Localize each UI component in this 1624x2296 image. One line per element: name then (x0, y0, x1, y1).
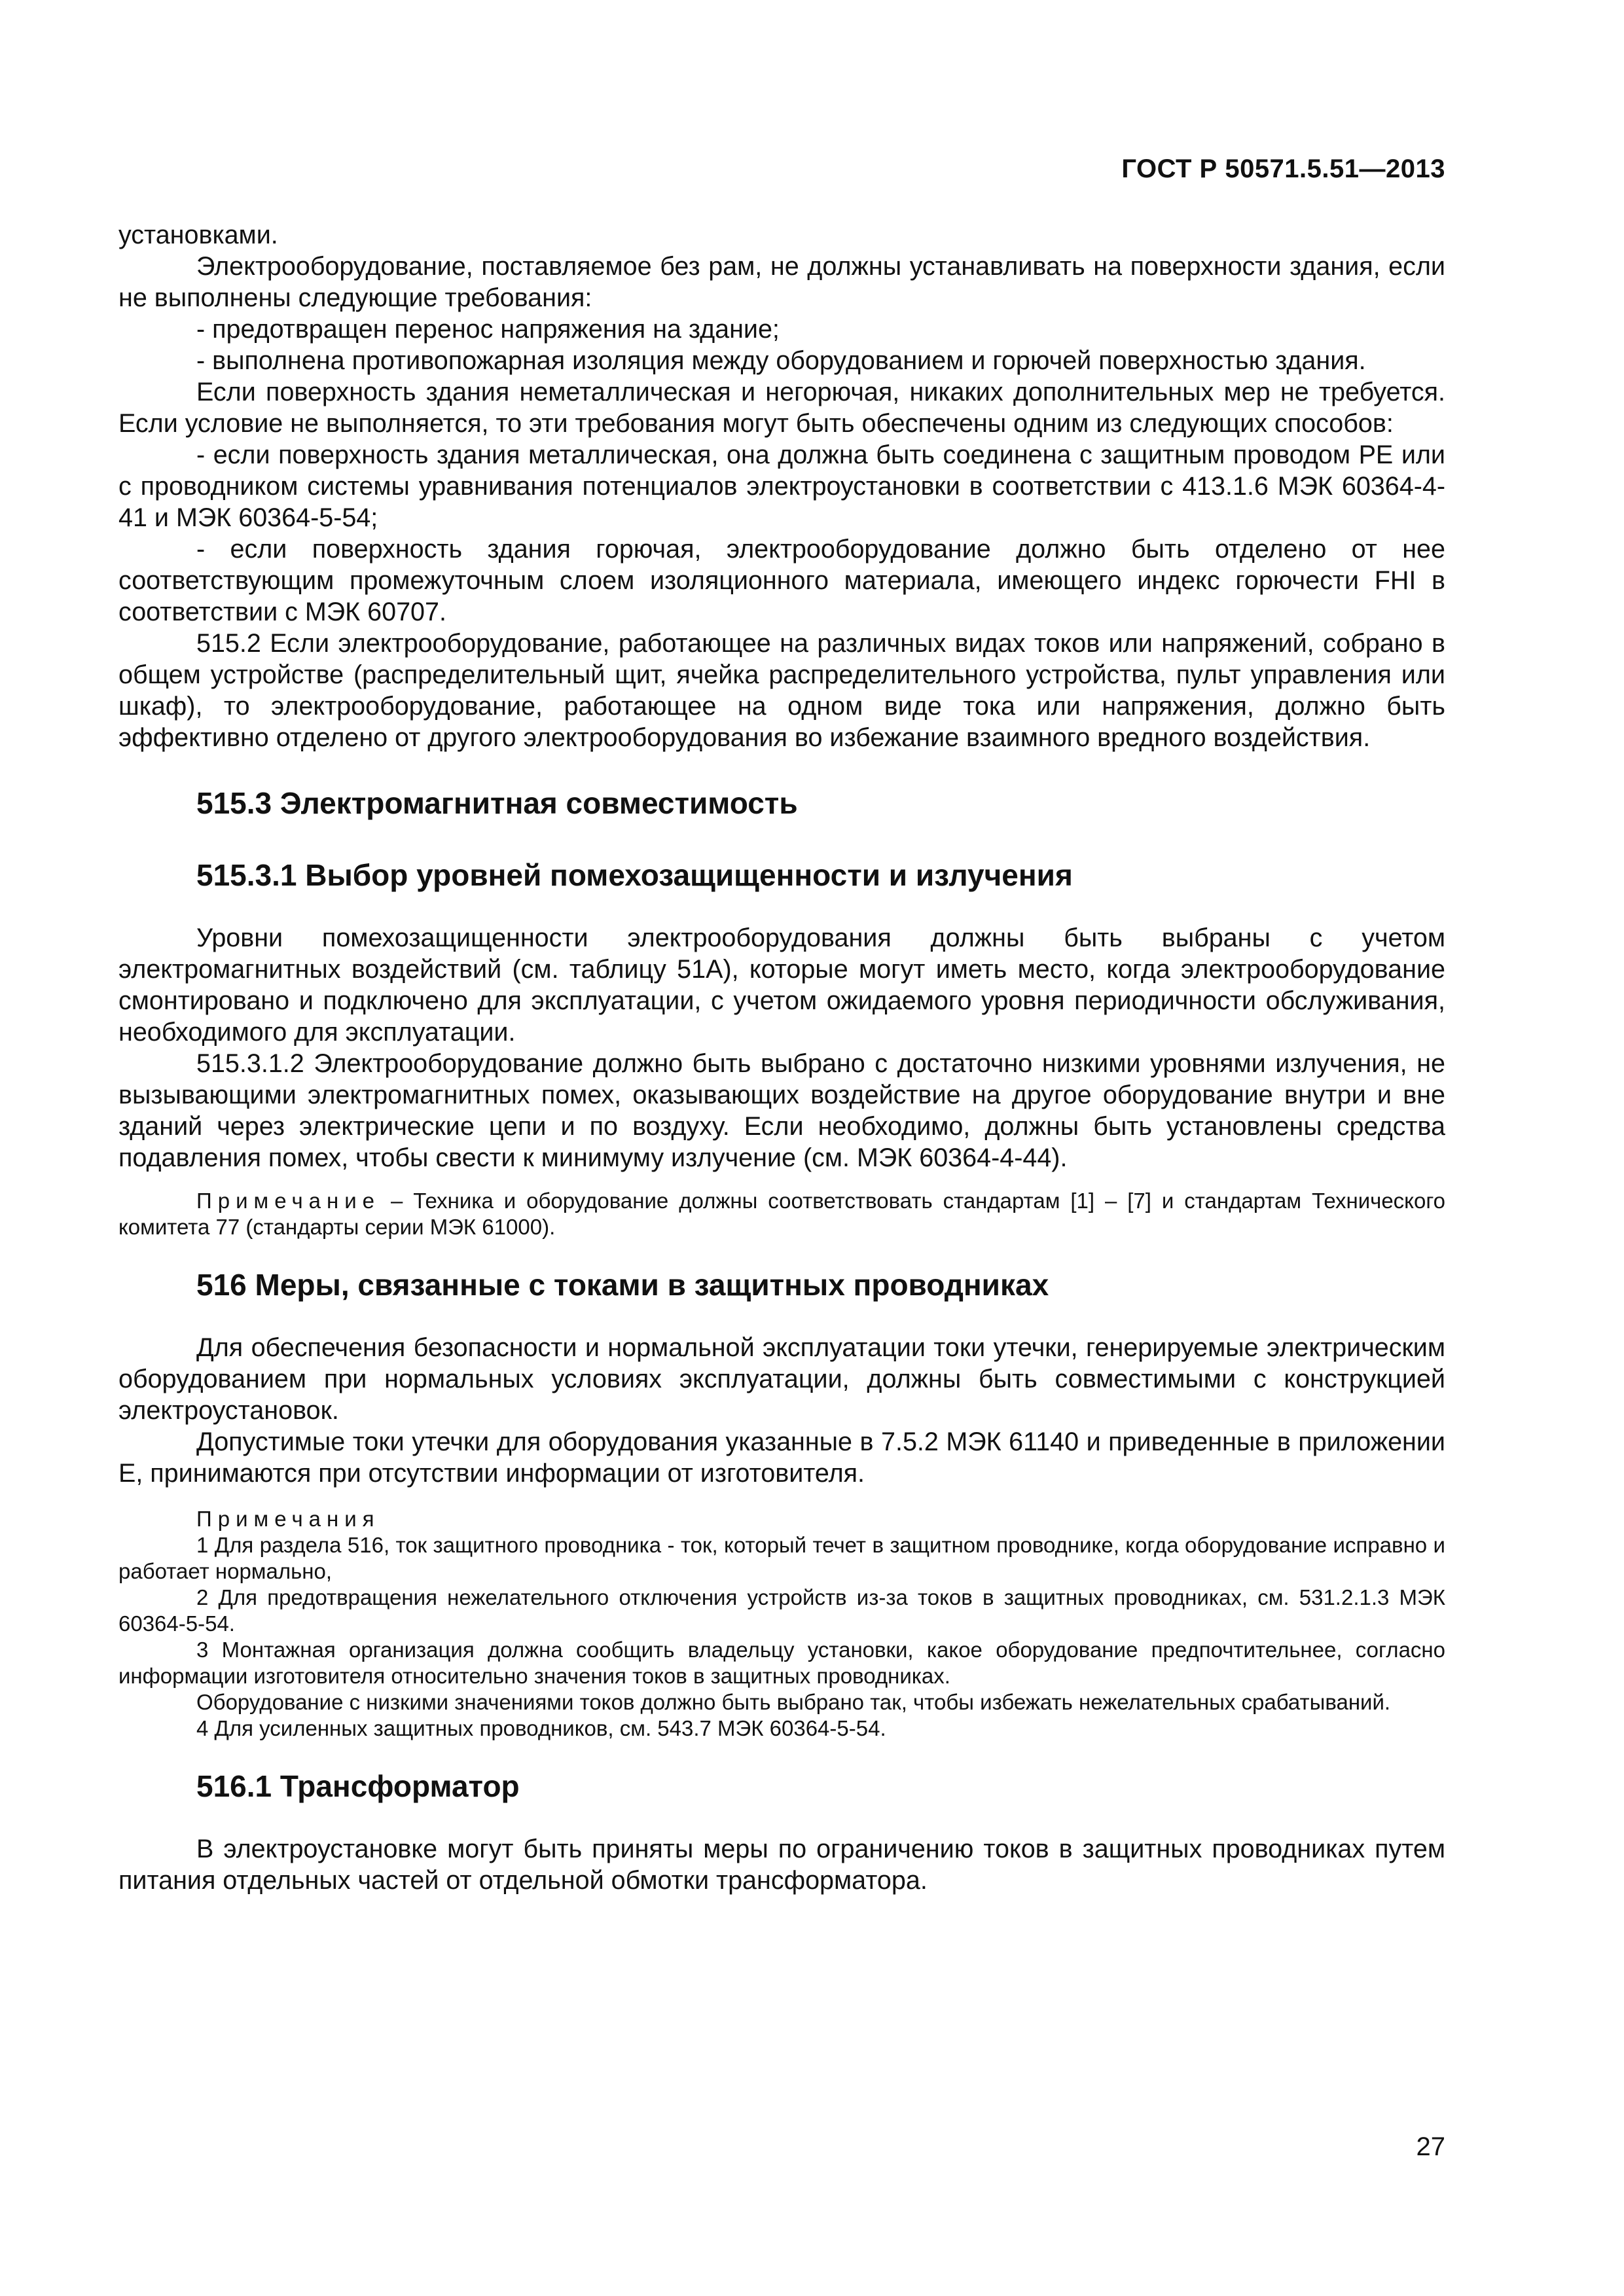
heading-516-1: 516.1 Трансформатор (196, 1769, 520, 1803)
list-item: - выполнена противопожарная изоляция между оборудованием и горючей поверхностью здания. (196, 346, 1366, 375)
paragraph-515-3-1-2: 515.3.1.2 Электрооборудование должно быть выбрано с достаточно низкими уровнями излучения, не вызывающими электромагнитных помех, оказывающих воздействие на другое оборудование внутри и вне зданий через электрические цепи и по воздуху. Если необходимо, должны быть установлены средства подавления помех, чтобы свести к минимуму излучение (см. МЭК 60364-4-44). (118, 1049, 1445, 1172)
page-body (118, 219, 1445, 1896)
paragraph-516-b: Допустимые токи утечки для оборудования указанные в 7.5.2 МЭК 61140 и приведенные в приложении Е, принимаются при отсутствии информации от изготовителя. (118, 1427, 1445, 1488)
paragraph: установками. (118, 221, 278, 249)
paragraph-516-a: Для обеспечения безопасности и нормальной эксплуатации токи утечки, генерируемые электрическим оборудованием при нормальных условиях эксплуатации, должны быть совместимыми с конструкцией электроустановок. (118, 1333, 1445, 1425)
notes-label (118, 1506, 1445, 1532)
paragraph-515-2: 515.2 Если электрооборудование, работающее на различных видах токов или напряжений, собрано в общем устройстве (распределительный щит, ячейка распределительного устройства, пульт управления или шкаф), то электрооборудование, работающее на одном виде тока или напряжения, должно быть эффективно отделено от другого электрооборудования во избежание взаимного вредного воздействия. (118, 629, 1445, 752)
notes-label-text: Примечания (196, 1507, 380, 1531)
list-item: - предотвращен перенос напряжения на здание; (196, 315, 780, 344)
paragraph-516-1: В электроустановке могут быть приняты меры по ограничению токов в защитных проводниках путем питания отдельных частей от отдельной обмотки трансформатора. (118, 1835, 1445, 1895)
note-label: Примечание (196, 1189, 381, 1213)
heading-515-3-1: 515.3.1 Выбор уровней помехозащищенности и излучения (196, 858, 1073, 892)
note-item: Оборудование с низкими значениями токов должно быть выбрано так, чтобы избежать нежелательных срабатываний. (196, 1690, 1391, 1714)
list-item: - если поверхность здания горючая, электрооборудование должно быть отделено от нее соответствующим промежуточным слоем изоляционного материала, имеющего индекс горючести FHI в соответствии с МЭК 60707. (118, 535, 1445, 626)
note-item: 1 Для раздела 516, ток защитного проводника - ток, который течет в защитном проводнике, когда оборудование исправно и работает нормально, (118, 1533, 1445, 1583)
document-number: ГОСТ Р 50571.5.51—2013 (1121, 154, 1445, 183)
heading-516: 516 Меры, связанные с токами в защитных проводниках (196, 1268, 1049, 1302)
paragraph-515-3-1: Уровни помехозащищенности электрооборудования должны быть выбраны с учетом электромагнитных воздействий (см. таблицу 51А), которые могут иметь место, когда электрооборудование смонтировано и подключено для эксплуатации, с учетом ожидаемого уровня периодичности обслуживания, необходимого для эксплуатации. (118, 924, 1445, 1047)
note-515 (118, 1188, 1445, 1240)
note-item: 2 Для предотвращения нежелательного отключения устройств из-за токов в защитных проводниках, см. 531.2.1.3 МЭК 60364-5-54. (118, 1585, 1445, 1636)
heading-515-3: 515.3 Электромагнитная совместимость (196, 786, 798, 820)
note-item: 3 Монтажная организация должна сообщить владельцу установки, какое оборудование предпочтительнее, согласно информации изготовителя относительно значения токов в защитных проводниках. (118, 1638, 1445, 1688)
paragraph: Электрооборудование, поставляемое без рам, не должны устанавливать на поверхности здания, если не выполнены следующие требования: (118, 252, 1445, 312)
note-text: – Техника и оборудование должны соответствовать стандартам [1] – [7] и стандартам Технического комитета 77 (стандарты серии МЭК 61000). (118, 1189, 1445, 1239)
list-item: - если поверхность здания металлическая, она должна быть соединена с защитным проводом РЕ или с проводником системы уравнивания потенциалов электроустановки в соответствии с 413.1.6 МЭК 60364-4-41 и МЭК 60364-5-54; (118, 440, 1445, 532)
page-number: 27 (1416, 2132, 1445, 2161)
paragraph: Если поверхность здания неметаллическая и негорючая, никаких дополнительных мер не требуется. Если условие не выполняется, то эти требования могут быть обеспечены одним из следующих способов: (118, 378, 1445, 438)
note-item: 4 Для усиленных защитных проводников, см. 543.7 МЭК 60364-5-54. (196, 1716, 886, 1740)
